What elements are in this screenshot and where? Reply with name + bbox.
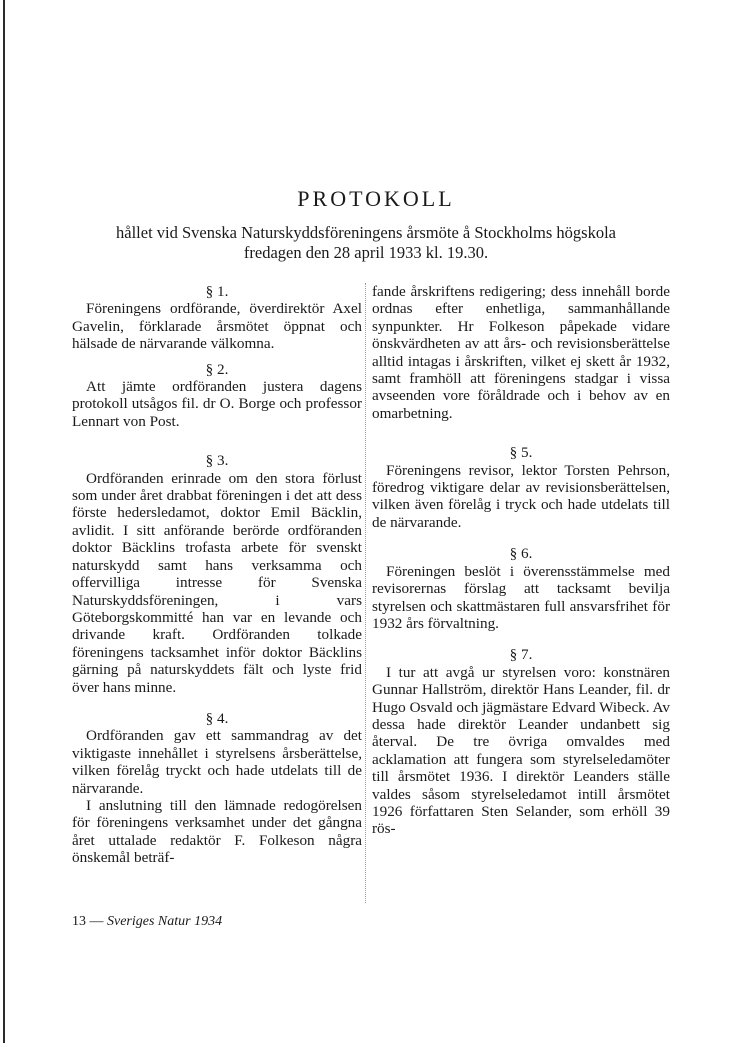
magazine-name: Sveriges Natur 1934	[107, 914, 223, 929]
section-7-heading: § 7.	[509, 646, 533, 664]
section-2-heading: § 2.	[205, 360, 229, 378]
column-divider	[365, 283, 366, 903]
left-column	[72, 283, 362, 867]
section-7-text: I tur att avgå ur styrelsen voro: konstnären Gunnar Hallström, direktör Hans Leander, fil. dr Hugo Osvald och jägmästare Edvard Wibeck. Av dessa hade direktör Leander undanbett sig återval. De tre övriga omvaldes med acklamation att fungera som styrelseledamöter till årsmötet 1936. I direktör Leanders ställe valdes såsom styrelseledamot intill årsmötet 1926 författaren Sten Selander, som erhöll 39 rös-	[372, 663, 670, 838]
section-1-text: Föreningens ordförande, överdirektör Axel Gavelin, förklarade årsmötet öppnat och hälsade de närvarande välkomna.	[72, 300, 362, 353]
section-2-text: Att jämte ordföranden justera dagens protokoll utsågos fil. dr O. Borge och professor Lennart von Post.	[72, 378, 362, 430]
section-3-text: Ordföranden erinrade om den stora förlust som under året drabbat föreningen i det att dess förste hedersledamot, doktor Emil Bäcklin, avlidit. I sitt anförande berörde ordföranden doktor Bäcklins trofasta arbete för svenskt naturskydd samt hans verksamma och offervilliga intresse för Svenska Naturskyddsföreningen, i vars Göteborgskommitté han var en levande och drivande kraft. Ordföranden tolkade föreningens tacksamhet inför doktor Bäcklins gärning på naturskyddets fält och lyste frid över hans minne.	[72, 469, 362, 696]
section-6-heading: § 6.	[509, 545, 533, 563]
subtitle-line-2: fredagen den 28 april 1933 kl. 19.30.	[243, 243, 489, 262]
section-5-heading: § 5.	[509, 444, 533, 462]
section-6-text: Föreningen beslöt i överensstämmelse med revisorernas förslag att tacksamt bevilja styrelsen och skattmästaren full ansvarsfrihet för 1932 års förvaltning.	[372, 562, 670, 632]
subtitle-line-1: hållet vid Svenska Naturskyddsföreningens årsmöte å Stockholms högskola	[116, 223, 616, 242]
section-4-text-2: I anslutning till den lämnade redogörelsen för föreningens verksamhet under det gångna året uttalade redaktör F. Folkeson några önskemål beträf-	[72, 796, 362, 867]
page-number: 13	[72, 914, 86, 929]
section-4-continued-text: fande årskriftens redigering; dess innehåll borde ordnas efter enhetliga, sammanhållande synpunkter. Hr Folkeson påpekade vidare önskvärdheten av att års- och revisionsberättelse alltid intagas i årskriften, vilket ej skett år 1932, samt framhöll att föreningens stadgar i vissa avseenden vore föråldrade och i behov av en omarbetning.	[372, 283, 670, 422]
page-title: PROTOKOLL	[297, 186, 455, 211]
section-4-text-1: Ordföranden gav ett sammandrag av det viktigaste innehållet i styrelsens årsberättelse, vilken förelåg tryckt och hade utdelats till de närvarande.	[72, 727, 362, 797]
section-3-heading: § 3.	[205, 452, 229, 470]
page-footer	[72, 914, 222, 930]
section-4-heading: § 4.	[205, 709, 229, 727]
subtitle	[60, 223, 672, 263]
page-edge-line	[3, 0, 5, 1043]
footer-dash: —	[89, 914, 104, 929]
section-1-heading: § 1.	[205, 283, 229, 300]
right-column	[372, 283, 670, 838]
section-5-text: Föreningens revisor, lektor Torsten Pehrson, föredrog viktigare delar av revisionsberättelsen, vilken även förelåg i tryck och hade utdelats till de närvarande.	[372, 461, 670, 531]
